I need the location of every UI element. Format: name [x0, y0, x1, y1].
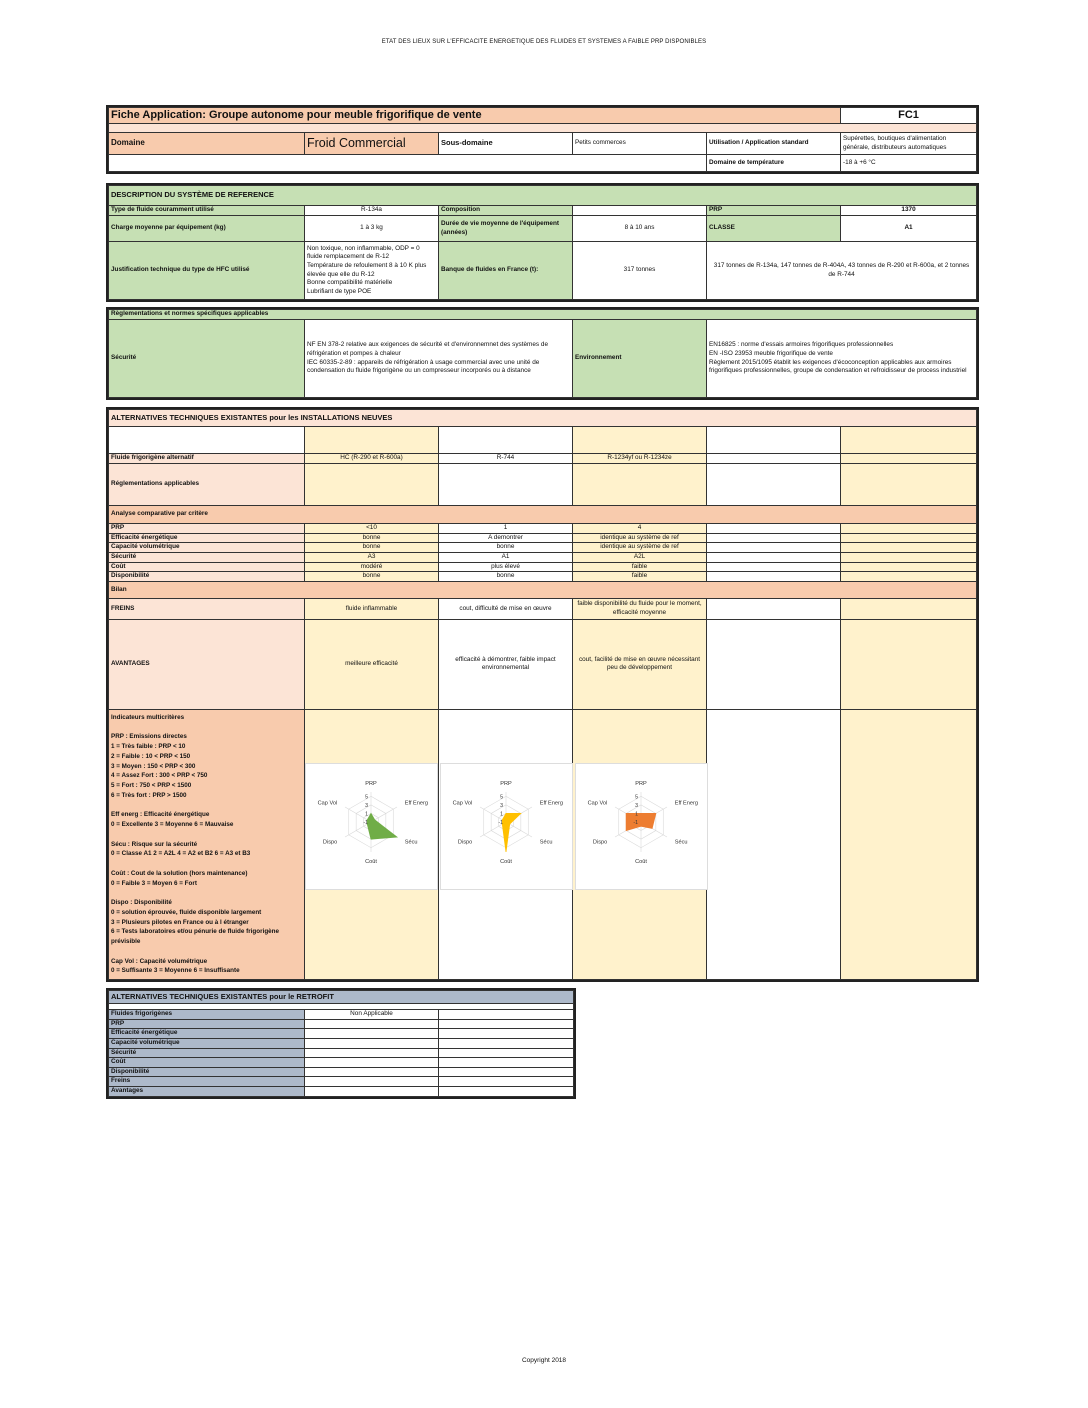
indicator-line	[111, 859, 302, 869]
env-label: Environnement	[573, 320, 707, 398]
sous-domaine-value: Petits commerces	[573, 133, 707, 155]
crit-label: Efficacité énergétique	[109, 533, 305, 543]
sheet-code: FC1	[841, 108, 977, 124]
radar-tick-label: 3	[365, 802, 368, 809]
radar-tick-label: 1	[500, 811, 503, 818]
freins-3: faible disponibilité du fluide pour le moment, efficacité moyenne	[573, 598, 707, 619]
alt-heading: ALTERNATIVES TECHNIQUES EXISTANTES pour les INSTALLATIONS NEUVES	[109, 410, 977, 427]
env-line: EN -ISO 23953 meuble frigorifique de vente	[709, 349, 833, 357]
indicator-line: Sécu : Risque sur la sécurité	[111, 840, 198, 848]
freins-2: cout, difficulté de mise en œuvre	[439, 598, 573, 619]
radar-axis-label: Sécu	[674, 839, 688, 846]
radar-tick-label: 1	[635, 811, 638, 818]
env-line: EN16825 : norme d'essais armoires frigorifiques professionnelles	[709, 341, 894, 349]
crit-value: faible	[573, 562, 707, 572]
indicator-line: 3 = Plusieurs pilotes en France ou à l étranger	[111, 918, 249, 926]
retrofit-row-label: Freins	[109, 1077, 305, 1087]
justif-line: Température de refoulement 8 à 10 K plus élevée que elle du R-12	[307, 261, 427, 278]
indicator-line: 4 = Assez Fort : 300 < PRP < 750	[111, 772, 208, 780]
crit-value: A3	[305, 552, 439, 562]
indicator-line	[111, 888, 302, 898]
retrofit-row-label: Coût	[109, 1058, 305, 1068]
retrofit-row-label: Sécurité	[109, 1048, 305, 1058]
radar-axis-label: Sécu	[404, 839, 418, 846]
crit-value: <10	[305, 524, 439, 534]
radar-axis-label: Eff Energ	[404, 800, 429, 807]
regulations	[108, 309, 977, 398]
crit-value: plus élevé	[439, 562, 573, 572]
radar-axis-label: Dispo	[592, 839, 608, 846]
retrofit-row-label: Fluides frigorigènes	[109, 1010, 305, 1020]
reference-system	[108, 185, 977, 300]
domaine-value: Froid Commercial	[305, 133, 439, 155]
radar-axis-label: PRP	[635, 781, 647, 787]
justif-line: Bonne compatibilité matérielle	[307, 279, 393, 287]
radar-axis-label: PRP	[500, 781, 512, 787]
crit-value: bonne	[305, 543, 439, 553]
radar-tick-label: 3	[500, 802, 503, 809]
sheet-title: Fiche Application: Groupe autonome pour meuble frigorifique de vente	[109, 108, 841, 124]
indicator-line: 1 = Très faible : PRP < 10	[111, 743, 186, 751]
radar-axis-label: Cap Vol	[317, 800, 338, 807]
securite-text	[305, 320, 573, 398]
indicator-line: Eff energ : Efficacité énergétique	[111, 811, 210, 819]
indicator-line: 6 = Très fort : PRP > 1500	[111, 791, 187, 799]
indicator-line: 0 = Classe A1 2 = A2L 4 = A2 et B2 6 = A3 et B3	[111, 850, 251, 858]
securite-line: NF EN 378-2 relative aux exigences de sécurité et d'environnemnet des systèmes de réfrigération et pompes à chaleur	[307, 341, 548, 357]
crit-value: identique au système de ref	[573, 533, 707, 543]
crit-value: bonne	[305, 572, 439, 582]
radar-tick-label: -1	[363, 820, 368, 826]
env-text	[707, 320, 977, 398]
banque-label: Banque de fluides en France (t):	[439, 242, 573, 300]
indicator-line	[111, 830, 302, 840]
radar-tick-label: 5	[635, 794, 638, 801]
duree-value: 8 à 10 ans	[573, 216, 707, 242]
banque-value: 317 tonnes	[573, 242, 707, 300]
indicator-line: 0 = Excellente 3 = Moyenne 6 = Mauvaise	[111, 821, 234, 829]
crit-label: Sécurité	[109, 552, 305, 562]
radar-axis-label: Cap Vol	[452, 800, 473, 807]
indicator-line: 5 = Fort : 750 < PRP < 1500	[111, 782, 192, 790]
regl-applicables-label: Réglementations applicables	[109, 464, 305, 506]
bilan-label: Bilan	[109, 581, 977, 598]
indicator-line: Dispo : Disponibilité	[111, 899, 172, 907]
indicator-line: 3 = Moyen : 150 < PRP < 300	[111, 762, 196, 770]
utilisation-value: Supérettes, boutiques d'alimentation générale, distributeurs automatiques	[841, 133, 977, 155]
avantages-3: cout, facilité de mise en œuvre nécessitant peu de développement	[573, 619, 707, 709]
justif-list	[305, 242, 439, 300]
avantages-1: meilleure efficacité	[305, 619, 439, 709]
retrofit-table	[108, 990, 574, 1097]
page-header: ETAT DES LIEUX SUR L'EFFICACITE ENERGETIQUE DES FLUIDES ET SYSTEMES A FAIBLE PRP DISPONIBLES	[381, 39, 707, 45]
radar-axis-label: Dispo	[322, 839, 338, 846]
domaine-label: Domaine	[109, 133, 305, 155]
composition-label: Composition	[439, 206, 573, 216]
avantages-label: AVANTAGES	[109, 619, 305, 709]
retrofit-value: Non Applicable	[305, 1010, 439, 1020]
crit-value: bonne	[439, 543, 573, 553]
radar-tick-label: 3	[635, 802, 638, 809]
crit-value: A1	[439, 552, 573, 562]
retrofit-row-label: Capacité volumétrique	[109, 1038, 305, 1048]
composition-value	[573, 206, 707, 216]
freins-label: FREINS	[109, 598, 305, 619]
securite-label: Sécurité	[109, 320, 305, 398]
crit-value: A demontrer	[439, 533, 573, 543]
radar-axis-label: Coût	[635, 859, 647, 865]
indicator-line	[111, 947, 302, 957]
indicator-line: Coût : Cout de la solution (hors maintenance)	[111, 869, 248, 877]
footer: Copyright 2018	[521, 1357, 567, 1364]
radar-chart-hc	[305, 763, 438, 890]
radar-chart-hfo	[575, 763, 708, 890]
justif-line: fluide remplacement de R-12	[307, 253, 390, 261]
charge-value: 1 à 3 kg	[305, 216, 439, 242]
type-label: Type de fluide couramment utilisé	[109, 206, 305, 216]
radar-tick-label: -1	[498, 820, 503, 826]
banque-detail: 317 tonnes de R-134a, 147 tonnes de R-404A, 43 tonnes de R-290 et R-600a, et 2 tonnes de R-744	[707, 242, 977, 300]
radar-tick-label: 5	[365, 794, 368, 801]
radar-axis-label: Cap Vol	[587, 800, 608, 807]
radar-chart-r744	[440, 763, 573, 890]
classe-label: CLASSE	[707, 216, 841, 242]
radar-axis-label: Eff Energ	[539, 800, 564, 807]
radar-axis-label: Eff Energ	[674, 800, 699, 807]
charge-label: Charge moyenne par équipement (kg)	[109, 216, 305, 242]
prp-label: PRP	[707, 206, 841, 216]
indicators-legend	[109, 709, 305, 979]
indicator-line: Indicateurs multicritères	[111, 713, 185, 721]
radar-axis-label: Sécu	[539, 839, 553, 846]
retrofit-row-label: Efficacité énergétique	[109, 1029, 305, 1039]
crit-label: Capacité volumétrique	[109, 543, 305, 553]
crit-value: A2L	[573, 552, 707, 562]
freins-1: fluide inflammable	[305, 598, 439, 619]
justif-label: Justification technique du type de HFC utilisé	[109, 242, 305, 300]
alternatives-new	[108, 409, 977, 980]
retrofit-row-label: Disponibilité	[109, 1067, 305, 1077]
analyse-label: Analyse comparative par critère	[109, 506, 977, 524]
temperature-value: -18 à +6 °C	[841, 155, 977, 172]
crit-value: 1	[439, 524, 573, 534]
temperature-label: Domaine de température	[707, 155, 841, 172]
indicator-line: Cap Vol : Capacité volumétrique	[111, 957, 208, 965]
avantages-2: efficacité à démontrer, faible impact environnemental	[439, 619, 573, 709]
justif-line: Non toxique, non inflammable, ODP = 0	[307, 244, 420, 252]
retrofit-row-label: PRP	[109, 1019, 305, 1029]
indicator-line: 6 = Tests laboratoires et/ou pénurie de fluide frigorigène prévisible	[111, 928, 280, 946]
indicator-line: 0 = solution éprouvée, fluide disponible largement	[111, 908, 262, 916]
crit-label: Disponibilité	[109, 572, 305, 582]
radar-series	[367, 813, 397, 839]
fluide-3: R-1234yf ou R-1234ze	[573, 454, 707, 464]
sous-domaine-label: Sous-domaine	[439, 133, 573, 155]
utilisation-label: Utilisation / Application standard	[707, 133, 841, 155]
radar-axis-label: PRP	[365, 781, 377, 787]
env-line: Règlement 2015/1095 établit les exigences d'écoconception applicables aux armoires frigorifiques professionnelles, groupe de condensation et refroidisseur de process industriel	[709, 358, 967, 375]
classe-value: A1	[841, 216, 977, 242]
indicator-line: PRP : Emissions directes	[111, 733, 187, 741]
fluide-1: HC (R-290 et R-600a)	[305, 454, 439, 464]
crit-value: bonne	[305, 533, 439, 543]
indicator-line: 2 = Faible : 10 < PRP < 150	[111, 752, 191, 760]
retrofit-heading: ALTERNATIVES TECHNIQUES EXISTANTES pour le RETROFIT	[109, 991, 574, 1004]
fluide-label: Fluide frigorigène alternatif	[109, 454, 305, 464]
duree-label: Durée de vie moyenne de l'équipement (années)	[439, 216, 573, 242]
crit-value: 4	[573, 524, 707, 534]
crit-value: bonne	[439, 572, 573, 582]
crit-value: modéré	[305, 562, 439, 572]
title-block	[108, 107, 977, 172]
justif-line: Lubrifiant de type POE	[307, 287, 372, 295]
securite-line: IEC 60335-2-89 : appareils de réfrigération à usage commercial avec une unité de condensation du fluide frigorigène ou un compresseur incorporés ou à distance	[307, 358, 540, 375]
retrofit-row-label: Avantages	[109, 1087, 305, 1097]
regl-heading: Règlementations et normes spécifiques applicables	[109, 310, 977, 320]
prp-value: 1370	[841, 206, 977, 216]
type-value: R-134a	[305, 206, 439, 216]
crit-value: identique au système de ref	[573, 543, 707, 553]
crit-label: Coût	[109, 562, 305, 572]
indicator-line: 0 = Faible 3 = Moyen 6 = Fort	[111, 879, 197, 887]
radar-axis-label: Coût	[365, 859, 377, 865]
radar-tick-label: -1	[633, 820, 638, 826]
indicator-line	[111, 723, 302, 733]
indicator-line: 0 = Suffisante 3 = Moyenne 6 = Insuffisante	[111, 967, 240, 975]
radar-series	[502, 813, 521, 852]
radar-tick-label: 5	[500, 794, 503, 801]
crit-value: faible	[573, 572, 707, 582]
indicator-line	[111, 801, 302, 811]
reference-heading: DESCRIPTION DU SYSTÈME DE REFERENCE	[109, 186, 977, 206]
radar-tick-label: 1	[365, 811, 368, 818]
radar-axis-label: Dispo	[457, 839, 473, 846]
fluide-2: R-744	[439, 454, 573, 464]
crit-label: PRP	[109, 524, 305, 534]
radar-axis-label: Coût	[500, 859, 512, 865]
